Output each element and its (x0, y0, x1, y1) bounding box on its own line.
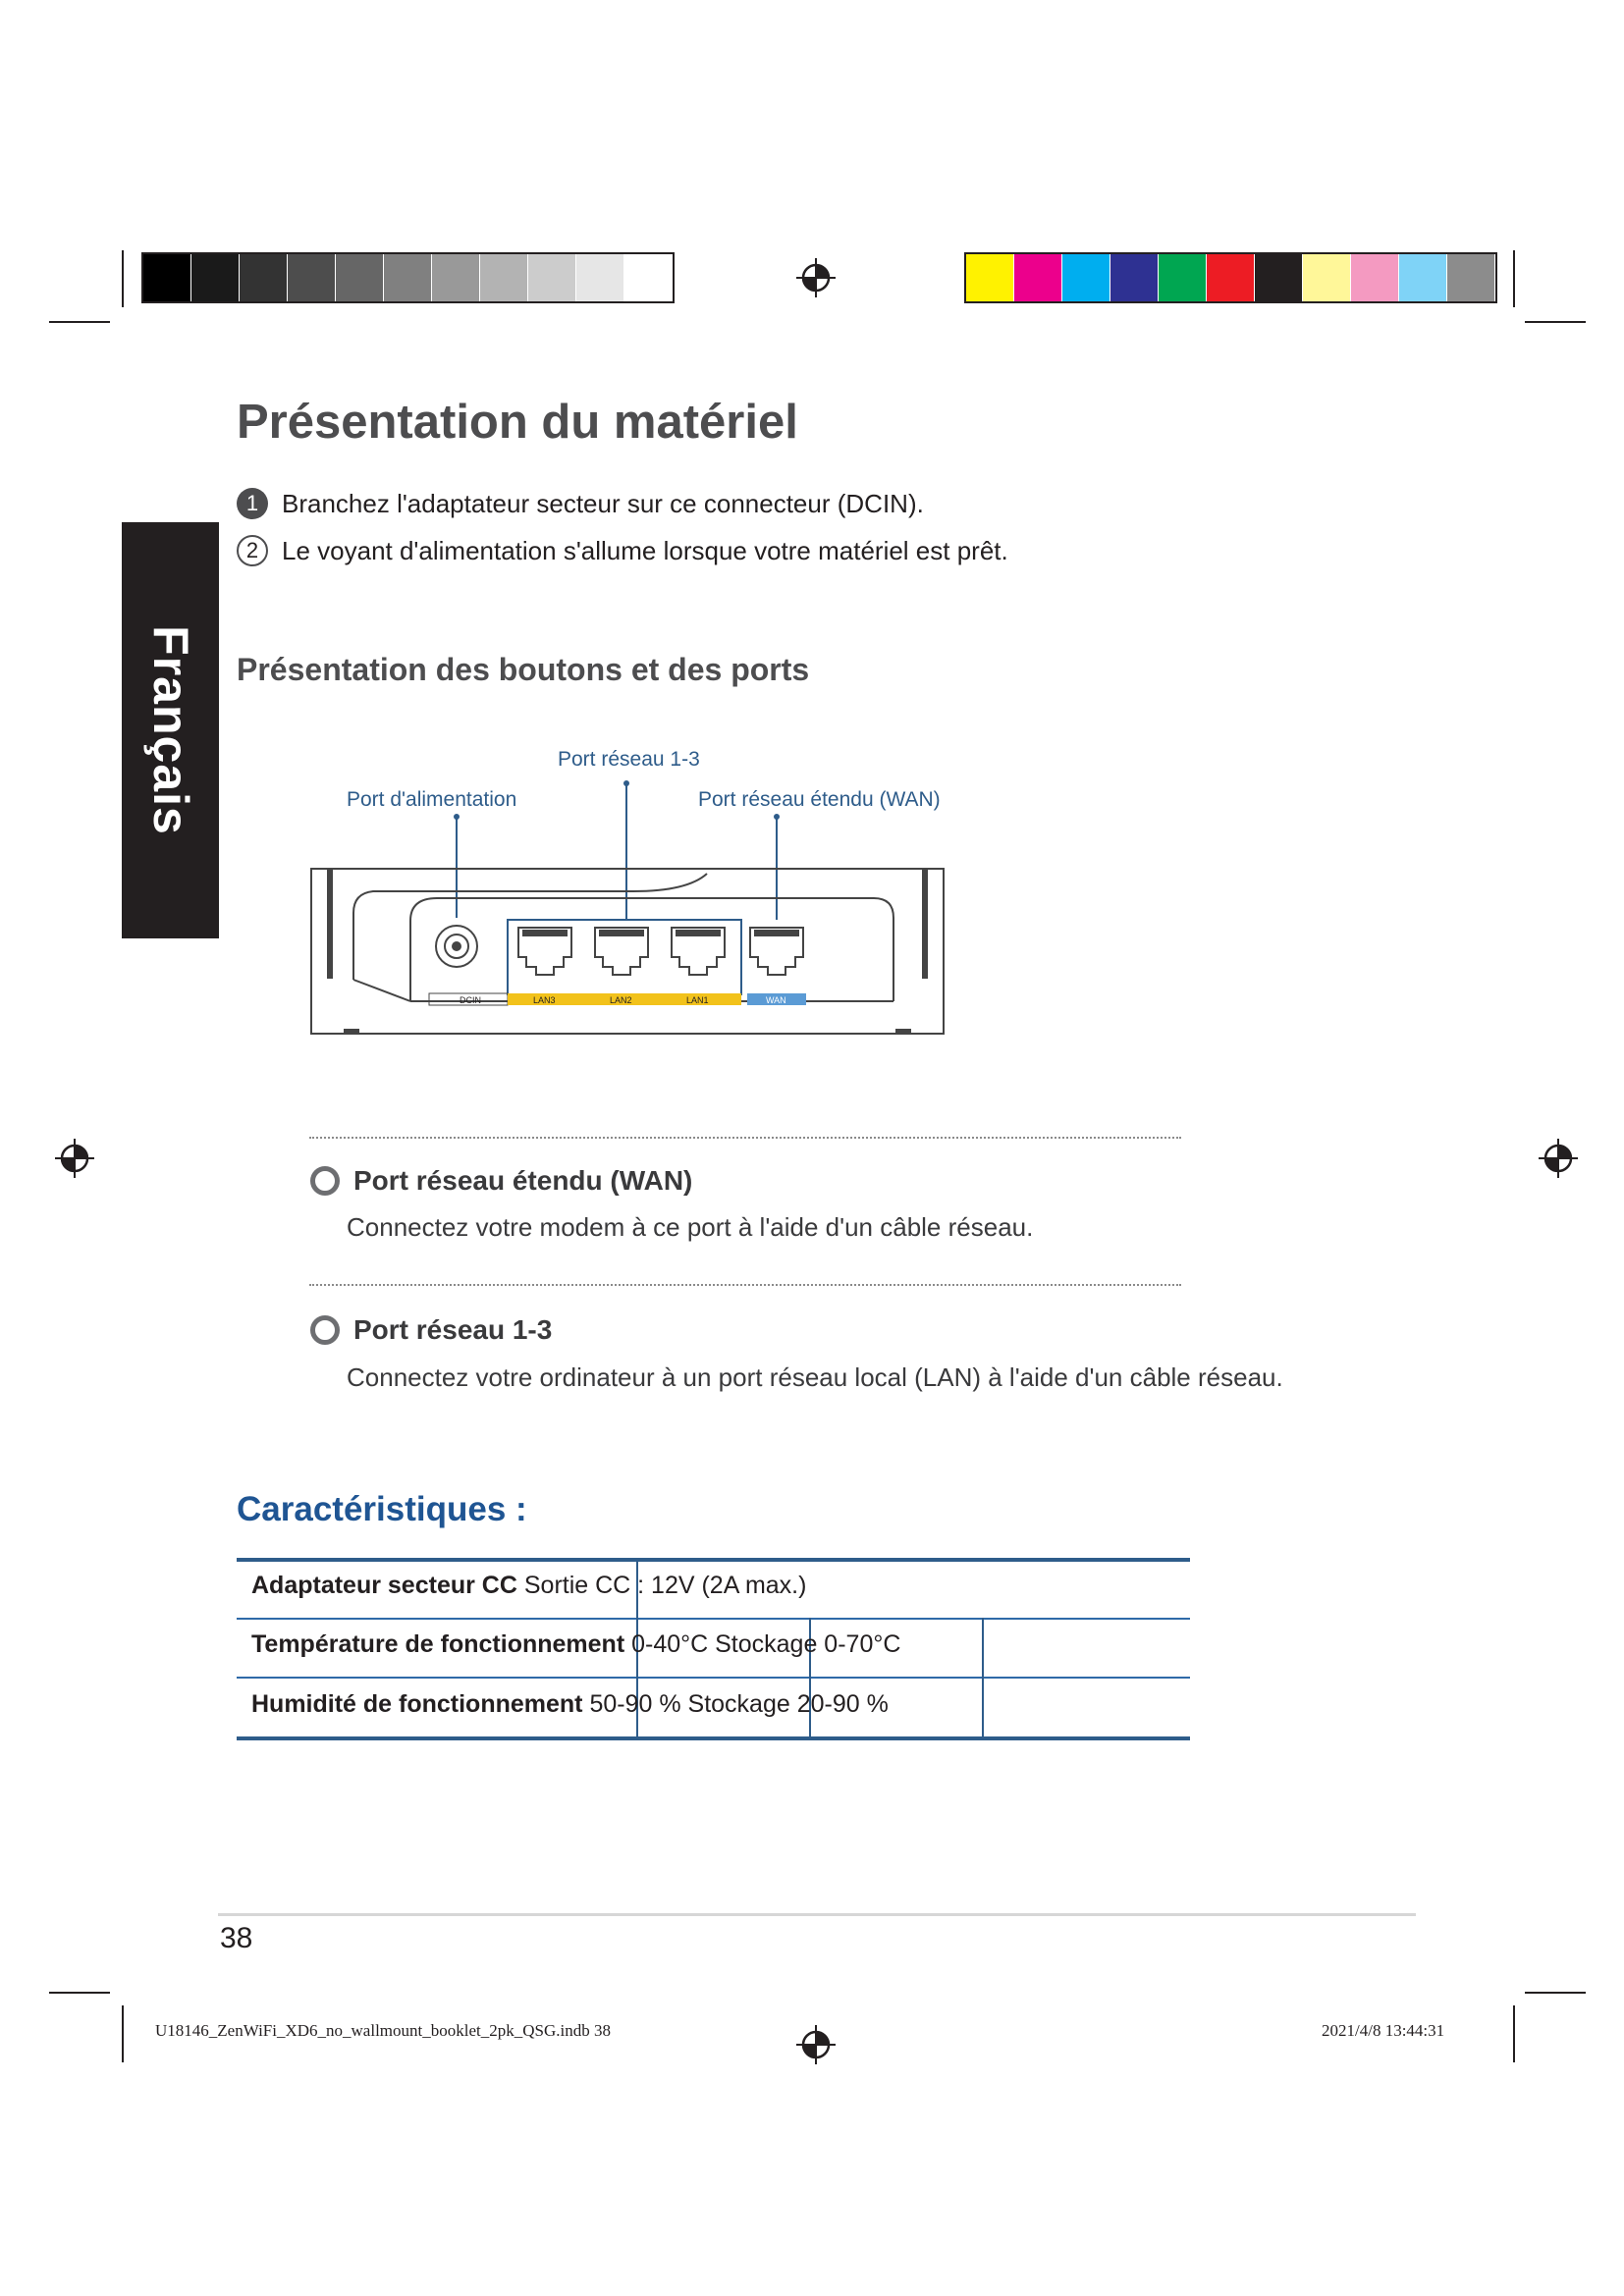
color-swatch (1303, 254, 1351, 301)
color-swatch (1447, 254, 1495, 301)
port-title-text: Port réseau étendu (WAN) (353, 1165, 693, 1196)
color-swatch (432, 254, 480, 301)
spec-label: Température de fonctionnement (251, 1630, 625, 1658)
color-swatch (240, 254, 288, 301)
port-wan-description: Connectez votre modem à ce port à l'aide d'un câble réseau. (347, 1212, 1034, 1242)
color-swatch (1255, 254, 1303, 301)
ring-bullet-icon (310, 1166, 340, 1196)
table-column-line (982, 1618, 984, 1738)
crop-mark (1525, 321, 1586, 323)
ring-bullet-icon (310, 1315, 340, 1345)
color-swatch (1159, 254, 1207, 301)
color-swatch (624, 254, 673, 301)
dcin-label: DCIN (460, 995, 481, 1005)
callout-wan-label: Port réseau étendu (WAN) (698, 788, 941, 811)
page-title: Présentation du matériel (237, 396, 798, 449)
divider (309, 1137, 1181, 1139)
file-slug: U18146_ZenWiFi_XD6_no_wallmount_booklet_2pk_QSG.indb 38 (155, 2021, 611, 2040)
router-rear-diagram (295, 775, 962, 1050)
registration-mark-icon (55, 1139, 94, 1178)
divider (309, 1284, 1181, 1286)
section-heading: Présentation des boutons et des ports (237, 652, 810, 687)
color-swatch (1207, 254, 1255, 301)
callout-power-label: Port d'alimentation (347, 788, 517, 811)
list-item (237, 535, 1008, 566)
spec-value: Sortie CC : 12V (2A max.) (523, 1572, 807, 1599)
color-swatch-bar (964, 252, 1497, 303)
table-row (251, 1572, 806, 1600)
lan3-label: LAN3 (533, 995, 556, 1005)
list-item (237, 488, 924, 519)
page-number: 38 (220, 1922, 253, 1954)
color-swatch (1399, 254, 1447, 301)
color-swatch (528, 254, 576, 301)
table-rule (237, 1677, 1190, 1679)
timestamp: 2021/4/8 13:44:31 (1322, 2021, 1445, 2040)
table-row (251, 1690, 889, 1719)
specs-heading: Caractéristiques : (237, 1490, 527, 1528)
color-swatch (1110, 254, 1159, 301)
registration-mark-icon (796, 258, 836, 297)
color-swatch (966, 254, 1014, 301)
table-rule (237, 1736, 1190, 1740)
crop-mark (1525, 1992, 1586, 1994)
number-badge: 1 (237, 488, 268, 519)
registration-mark-icon (1539, 1139, 1578, 1178)
list-item-text: Branchez l'adaptateur secteur sur ce connecteur (DCIN). (282, 488, 924, 518)
color-swatch (576, 254, 624, 301)
crop-mark (122, 250, 124, 307)
color-swatch (1014, 254, 1062, 301)
grayscale-swatch-bar (141, 252, 675, 303)
port-lan-title (310, 1314, 552, 1346)
color-swatch (480, 254, 528, 301)
registration-mark-icon (796, 2025, 836, 2064)
spec-label: Humidité de fonctionnement (251, 1690, 583, 1718)
color-swatch (288, 254, 336, 301)
number-badge: 2 (237, 535, 268, 566)
crop-mark (1513, 2005, 1515, 2062)
color-swatch (143, 254, 191, 301)
port-wan-title (310, 1165, 692, 1197)
callout-lan-label: Port réseau 1-3 (558, 748, 700, 771)
list-item-text: Le voyant d'alimentation s'allume lorsque votre matériel est prêt. (282, 535, 1008, 565)
crop-mark (1513, 250, 1515, 307)
lan1-label: LAN1 (686, 995, 709, 1005)
lan2-label: LAN2 (610, 995, 632, 1005)
table-row (251, 1630, 900, 1659)
color-swatch (1062, 254, 1110, 301)
spec-value: 0-40°C Stockage 0-70°C (631, 1630, 901, 1658)
language-tab-label: Français (142, 625, 198, 835)
crop-mark (122, 2005, 124, 2062)
color-swatch (1351, 254, 1399, 301)
color-swatch (384, 254, 432, 301)
footer-rule (218, 1913, 1416, 1916)
table-rule (237, 1558, 1190, 1562)
wan-label: WAN (766, 995, 786, 1005)
port-lan-description: Connectez votre ordinateur à un port réseau local (LAN) à l'aide d'un câble réseau. (347, 1362, 1283, 1392)
color-swatch (191, 254, 240, 301)
language-tab (122, 522, 219, 938)
port-title-text: Port réseau 1-3 (353, 1314, 553, 1345)
spec-label: Adaptateur secteur CC (251, 1572, 517, 1599)
crop-mark (49, 321, 110, 323)
color-swatch (336, 254, 384, 301)
crop-mark (49, 1992, 110, 1994)
spec-value: 50-90 % Stockage 20-90 % (589, 1690, 889, 1718)
table-rule (237, 1618, 1190, 1620)
